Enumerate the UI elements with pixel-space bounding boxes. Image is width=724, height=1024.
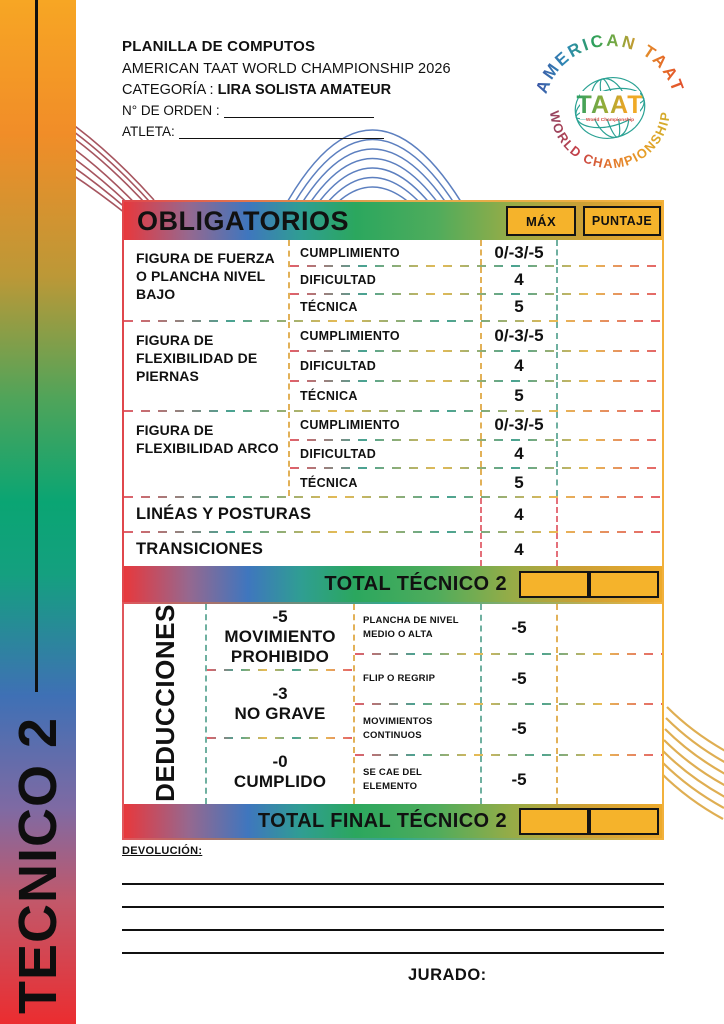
row-divider bbox=[290, 265, 662, 267]
max-value: 0/-3/-5 bbox=[480, 240, 556, 265]
sidebar-gradient-bar bbox=[0, 0, 76, 1024]
deduction-row bbox=[355, 604, 662, 653]
athlete-row bbox=[122, 124, 451, 139]
deduction-level bbox=[207, 739, 353, 804]
category-value: LIRA SOLISTA AMATEUR bbox=[217, 82, 392, 98]
row-divider bbox=[290, 467, 662, 469]
championship-logo bbox=[528, 20, 692, 184]
max-value: 4 bbox=[480, 352, 556, 380]
level-value: -0 bbox=[272, 751, 288, 771]
criteria-row bbox=[290, 322, 662, 350]
level-value: -5 bbox=[272, 607, 288, 627]
criteria-row bbox=[290, 469, 662, 496]
devolucion-line[interactable] bbox=[122, 952, 664, 954]
deduction-value: -5 bbox=[480, 655, 556, 704]
puntaje-cell[interactable] bbox=[556, 705, 662, 754]
obligatorios-table bbox=[122, 200, 664, 604]
sidebar-title-dash bbox=[35, 0, 38, 692]
criteria-row bbox=[290, 295, 662, 320]
puntaje-cell[interactable] bbox=[556, 441, 662, 468]
deduction-row bbox=[355, 756, 662, 805]
group-label: FIGURA DE FUERZA O PLANCHA NIVEL BAJO bbox=[124, 240, 290, 320]
row-divider bbox=[290, 439, 662, 441]
max-value: 5 bbox=[480, 469, 556, 496]
puntaje-cell[interactable] bbox=[556, 498, 662, 531]
puntaje-cell[interactable] bbox=[556, 756, 662, 805]
criteria-label: TÉCNICA bbox=[300, 300, 358, 315]
row-label: LINÉAS Y POSTURAS bbox=[136, 505, 312, 523]
max-column-header: MÁX bbox=[506, 206, 576, 236]
deduction-levels-column bbox=[205, 604, 353, 804]
jurado-label: JURADO: bbox=[408, 966, 487, 984]
total-final-bar bbox=[124, 804, 662, 838]
obligatorios-header bbox=[124, 202, 662, 240]
row-divider bbox=[124, 531, 662, 533]
puntaje-cell[interactable] bbox=[556, 604, 662, 653]
deducciones-table bbox=[122, 602, 664, 840]
row-divider bbox=[355, 703, 662, 705]
max-value: 4 bbox=[480, 441, 556, 468]
level-name: MOVIMIENTO PROHIBIDO bbox=[224, 627, 336, 666]
max-value: 4 bbox=[480, 533, 556, 566]
deducciones-side-column bbox=[124, 604, 205, 804]
deduction-row bbox=[355, 705, 662, 754]
row-divider bbox=[207, 737, 353, 739]
total-final-max-box[interactable] bbox=[519, 808, 589, 835]
puntaje-cell[interactable] bbox=[556, 382, 662, 410]
criteria-label: CUMPLIMIENTO bbox=[300, 418, 400, 433]
max-value: 4 bbox=[480, 498, 556, 531]
row-divider bbox=[355, 754, 662, 756]
max-value: 0/-3/-5 bbox=[480, 322, 556, 350]
group-divider bbox=[124, 320, 662, 322]
deduction-label: SE CAE DEL ELEMENTO bbox=[363, 766, 422, 792]
logo-arc-bottom-text: WORLD CHAMPIONSHIP bbox=[546, 109, 674, 172]
criteria-row bbox=[290, 382, 662, 410]
group-label: FIGURA DE FLEXIBILIDAD ARCO bbox=[124, 412, 290, 496]
level-value: -3 bbox=[272, 684, 288, 704]
order-input-line[interactable] bbox=[224, 105, 374, 118]
group-fuerza bbox=[124, 240, 662, 320]
row-transiciones bbox=[124, 533, 662, 566]
row-divider bbox=[290, 380, 662, 382]
document-title: PLANILLA DE COMPUTOS bbox=[122, 38, 316, 55]
criteria-row bbox=[290, 352, 662, 380]
deduction-label: FLIP O REGRIP bbox=[363, 672, 436, 684]
row-divider bbox=[207, 669, 353, 671]
group-divider bbox=[124, 410, 662, 412]
criteria-label: TÉCNICA bbox=[300, 389, 358, 403]
criteria-label: DIFICULTAD bbox=[300, 359, 377, 373]
criteria-row bbox=[290, 441, 662, 468]
order-label: N° DE ORDEN : bbox=[122, 103, 220, 118]
max-value: 5 bbox=[480, 295, 556, 320]
championship-subtitle: AMERICAN TAAT WORLD CHAMPIONSHIP 2026 bbox=[122, 61, 451, 77]
puntaje-cell[interactable] bbox=[556, 412, 662, 439]
group-flexibilidad-arco bbox=[124, 412, 662, 496]
puntaje-column-header: PUNTAJE bbox=[583, 206, 661, 236]
devolucion-label: DEVOLUCIÓN: bbox=[122, 845, 203, 857]
criteria-row bbox=[290, 412, 662, 439]
puntaje-cell[interactable] bbox=[556, 533, 662, 566]
max-value: 0/-3/-5 bbox=[480, 412, 556, 439]
row-divider bbox=[290, 350, 662, 352]
deduction-value: -5 bbox=[480, 604, 556, 653]
total-final-puntaje-box[interactable] bbox=[589, 808, 659, 835]
athlete-input-line[interactable] bbox=[179, 126, 384, 139]
deduction-value: -5 bbox=[480, 705, 556, 754]
devolucion-line[interactable] bbox=[122, 929, 664, 931]
group-flexibilidad-piernas bbox=[124, 322, 662, 410]
athlete-label: ATLETA: bbox=[122, 124, 175, 139]
order-row bbox=[122, 103, 451, 118]
criteria-label: DIFICULTAD bbox=[300, 272, 377, 287]
gold-lines-decoration bbox=[655, 705, 724, 850]
logo-arc-top-text: AMERICAN TAAT bbox=[532, 30, 688, 96]
level-name: CUMPLIDO bbox=[233, 771, 327, 791]
group-divider bbox=[124, 496, 662, 498]
sidebar-vertical-title: TECNICO 2 bbox=[8, 716, 68, 1014]
row-divider bbox=[290, 293, 662, 295]
devolucion-section bbox=[122, 845, 664, 954]
category-label: CATEGORÍA : bbox=[122, 82, 214, 98]
category-row bbox=[122, 82, 451, 98]
total-puntaje-box[interactable] bbox=[589, 571, 659, 598]
total-tecnico-bar bbox=[124, 566, 662, 602]
row-divider bbox=[355, 653, 662, 655]
total-tecnico-label: TOTAL TÉCNICO 2 bbox=[324, 573, 507, 595]
criteria-label: CUMPLIMIENTO bbox=[300, 245, 400, 260]
criteria-row bbox=[290, 267, 662, 292]
criteria-label: TÉCNICA bbox=[300, 475, 358, 490]
puntaje-cell[interactable] bbox=[556, 352, 662, 380]
criteria-label: CUMPLIMIENTO bbox=[300, 329, 400, 343]
deduction-items-column bbox=[353, 604, 662, 804]
obligatorios-title: OBLIGATORIOS bbox=[137, 205, 350, 236]
puntaje-cell[interactable] bbox=[556, 322, 662, 350]
puntaje-cell[interactable] bbox=[556, 240, 662, 265]
max-value: 5 bbox=[480, 382, 556, 410]
total-max-box[interactable] bbox=[519, 571, 589, 598]
max-value: 4 bbox=[480, 267, 556, 292]
level-name: NO GRAVE bbox=[234, 704, 326, 724]
puntaje-cell[interactable] bbox=[556, 295, 662, 320]
logo-center-subtext: World Championship bbox=[585, 118, 635, 123]
puntaje-cell[interactable] bbox=[556, 469, 662, 496]
total-final-label: TOTAL FINAL TÉCNICO 2 bbox=[257, 810, 507, 832]
logo-center-text: TAAT bbox=[576, 91, 644, 119]
devolucion-line[interactable] bbox=[122, 906, 664, 908]
puntaje-cell[interactable] bbox=[556, 267, 662, 292]
group-label: FIGURA DE FLEXIBILIDAD DE PIERNAS bbox=[124, 322, 290, 410]
document-header bbox=[122, 38, 451, 145]
criteria-label: DIFICULTAD bbox=[300, 447, 377, 461]
deduction-value: -5 bbox=[480, 756, 556, 805]
deduction-label: MOVIMIENTOS CONTINUOS bbox=[363, 716, 433, 742]
deduction-row bbox=[355, 655, 662, 704]
deduction-level bbox=[207, 604, 353, 669]
deduction-label: PLANCHA DE NIVEL MEDIO O ALTA bbox=[363, 615, 459, 641]
deducciones-vertical-label: DEDUCCIONES bbox=[149, 604, 180, 802]
deduction-level bbox=[207, 671, 353, 736]
devolucion-line[interactable] bbox=[122, 883, 664, 885]
row-lineas-posturas bbox=[124, 498, 662, 531]
criteria-row bbox=[290, 240, 662, 265]
puntaje-cell[interactable] bbox=[556, 655, 662, 704]
row-label: TRANSICIONES bbox=[136, 540, 264, 558]
